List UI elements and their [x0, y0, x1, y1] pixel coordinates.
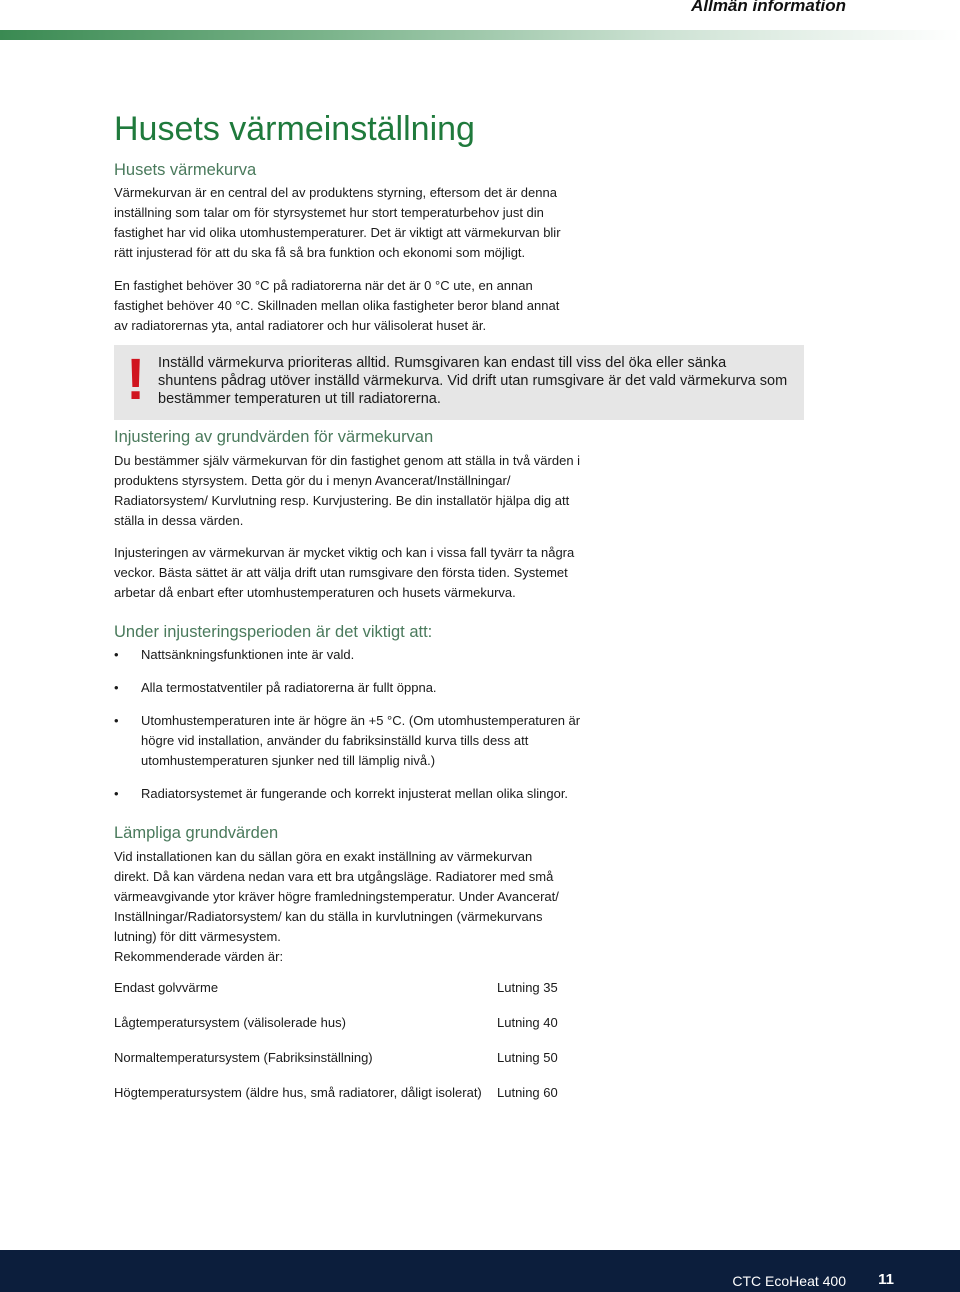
paragraph-text: Rekommenderade värden är:: [114, 949, 284, 964]
list-item: • Utomhustemperaturen inte är högre än +5 °C. (Om utomhustemperaturen är högre vid installation, använder du fabriksinställd kurva tills dess att utomhustemperaturen sjunker ned till lämplig nivå.): [114, 713, 581, 768]
paragraph-text: Injusteringen av värmekurvan är mycket viktig och kan i vissa fall tyvärr ta några veckor. Bästa sättet är att välja drift utan rumsgivare den första tiden. Systemet arbetar då enbart efter utomhustemperaturen och husets värmekurva.: [114, 545, 575, 600]
value-cell: Lutning 35: [497, 980, 558, 995]
checklist: [114, 645, 594, 817]
value-cell: Lutning 60: [497, 1085, 558, 1100]
bullet-icon: •: [114, 713, 119, 728]
table-row: [114, 1013, 558, 1048]
table-row: [114, 1083, 558, 1118]
system-cell: Normaltemperatursystem (Fabriksinställning): [114, 1050, 373, 1065]
bullet-icon: •: [114, 680, 119, 695]
important-note-box: [114, 345, 804, 420]
paragraph-adjustment-1: [114, 451, 589, 531]
value-cell: Lutning 50: [497, 1050, 558, 1065]
system-cell: Endast golvvärme: [114, 980, 219, 995]
footer-bar: [0, 1250, 960, 1292]
page-title: Husets värmeinställning: [114, 110, 475, 148]
value-cell: Lutning 40: [497, 1015, 558, 1030]
system-cell: Lågtemperatursystem (välisolerade hus): [114, 1015, 346, 1030]
heading-adjustment-period: Under injusteringsperioden är det viktigt att:: [114, 623, 433, 641]
heading-suitable-values: Lämpliga grundvärden: [114, 824, 279, 842]
paragraph-suitable-values: [114, 847, 569, 967]
bullet-icon: •: [114, 647, 119, 662]
recommended-values-table: [114, 978, 558, 1118]
bullet-icon: •: [114, 786, 119, 801]
list-item: • Nattsänkningsfunktionen inte är vald.: [114, 645, 594, 665]
paragraph-heat-curve-example: [114, 276, 574, 336]
header-section-title: Allmän information: [691, 0, 846, 15]
paragraph-heat-curve-intro: [114, 183, 574, 263]
heading-adjustment: Injustering av grundvärden för värmekurvan: [114, 428, 434, 446]
table-row: [114, 1048, 558, 1083]
list-item: • Radiatorsystemet är fungerande och korrekt injusterat mellan olika slingor.: [114, 784, 594, 804]
note-text: Inställd värmekurva prioriteras alltid. Rumsgivaren kan endast till viss del öka eller sänka shuntens pådrag utöver inställd värmekurva. Vid drift utan rumsgivare är det vald värmekurva som bestämmer temperaturen ut till radiatorerna.: [158, 355, 788, 407]
table-row: [114, 978, 558, 1013]
system-cell: Högtemperatursystem (äldre hus, små radiatorer, dåligt isolerat): [114, 1085, 482, 1100]
paragraph-adjustment-2: [114, 543, 586, 603]
exclamation-icon: !: [126, 347, 146, 412]
page-number: 11: [878, 1271, 894, 1288]
heading-heat-curve: Husets värmekurva: [114, 161, 257, 179]
list-item: • Alla termostatventiler på radiatorerna är fullt öppna.: [114, 678, 594, 698]
paragraph-text: Vid installationen kan du sällan göra en exakt inställning av värmekurvan direkt. Då kan värdena nedan vara ett bra utgångsläge. Radiatorer med små värmeavgivande ytor kräver högre framledningstemperatur. Under Avancerat/ Inställningar/Radiatorsystem/ kan du ställa in kurvlutningen (värmekurvans lutning) för ditt värmesystem.: [114, 849, 559, 944]
paragraph-text: Värmekurvan är en central del av produktens styrning, eftersom det är denna inställning som talar om för styrsystemet hur stort temperaturbehov just din fastighet har vid olika utomhustemperaturer. Det är viktigt att värmekurvan blir rätt injusterad för att du ska få så bra funktion och ekonomi som möjligt.: [114, 185, 561, 260]
paragraph-text: En fastighet behöver 30 °C på radiatorerna när det är 0 °C ute, en annan fastighet behöver 40 °C. Skillnaden mellan olika fastigheter beror bland annat av radiatorernas yta, antal radiatorer och hur välisolerat huset är.: [114, 278, 560, 333]
header-gradient-bar: [0, 30, 960, 40]
footer-product-name: CTC EcoHeat 400: [732, 1273, 846, 1289]
paragraph-text: Du bestämmer själv värmekurvan för din fastighet genom att ställa in två värden i produktens styrsystem. Detta gör du i menyn Avancerat/Inställningar/ Radiatorsystem/ Kurvlutning resp. Kurvjustering. Be din installatör hjälpa dig att ställa in dessa värden.: [114, 453, 581, 528]
